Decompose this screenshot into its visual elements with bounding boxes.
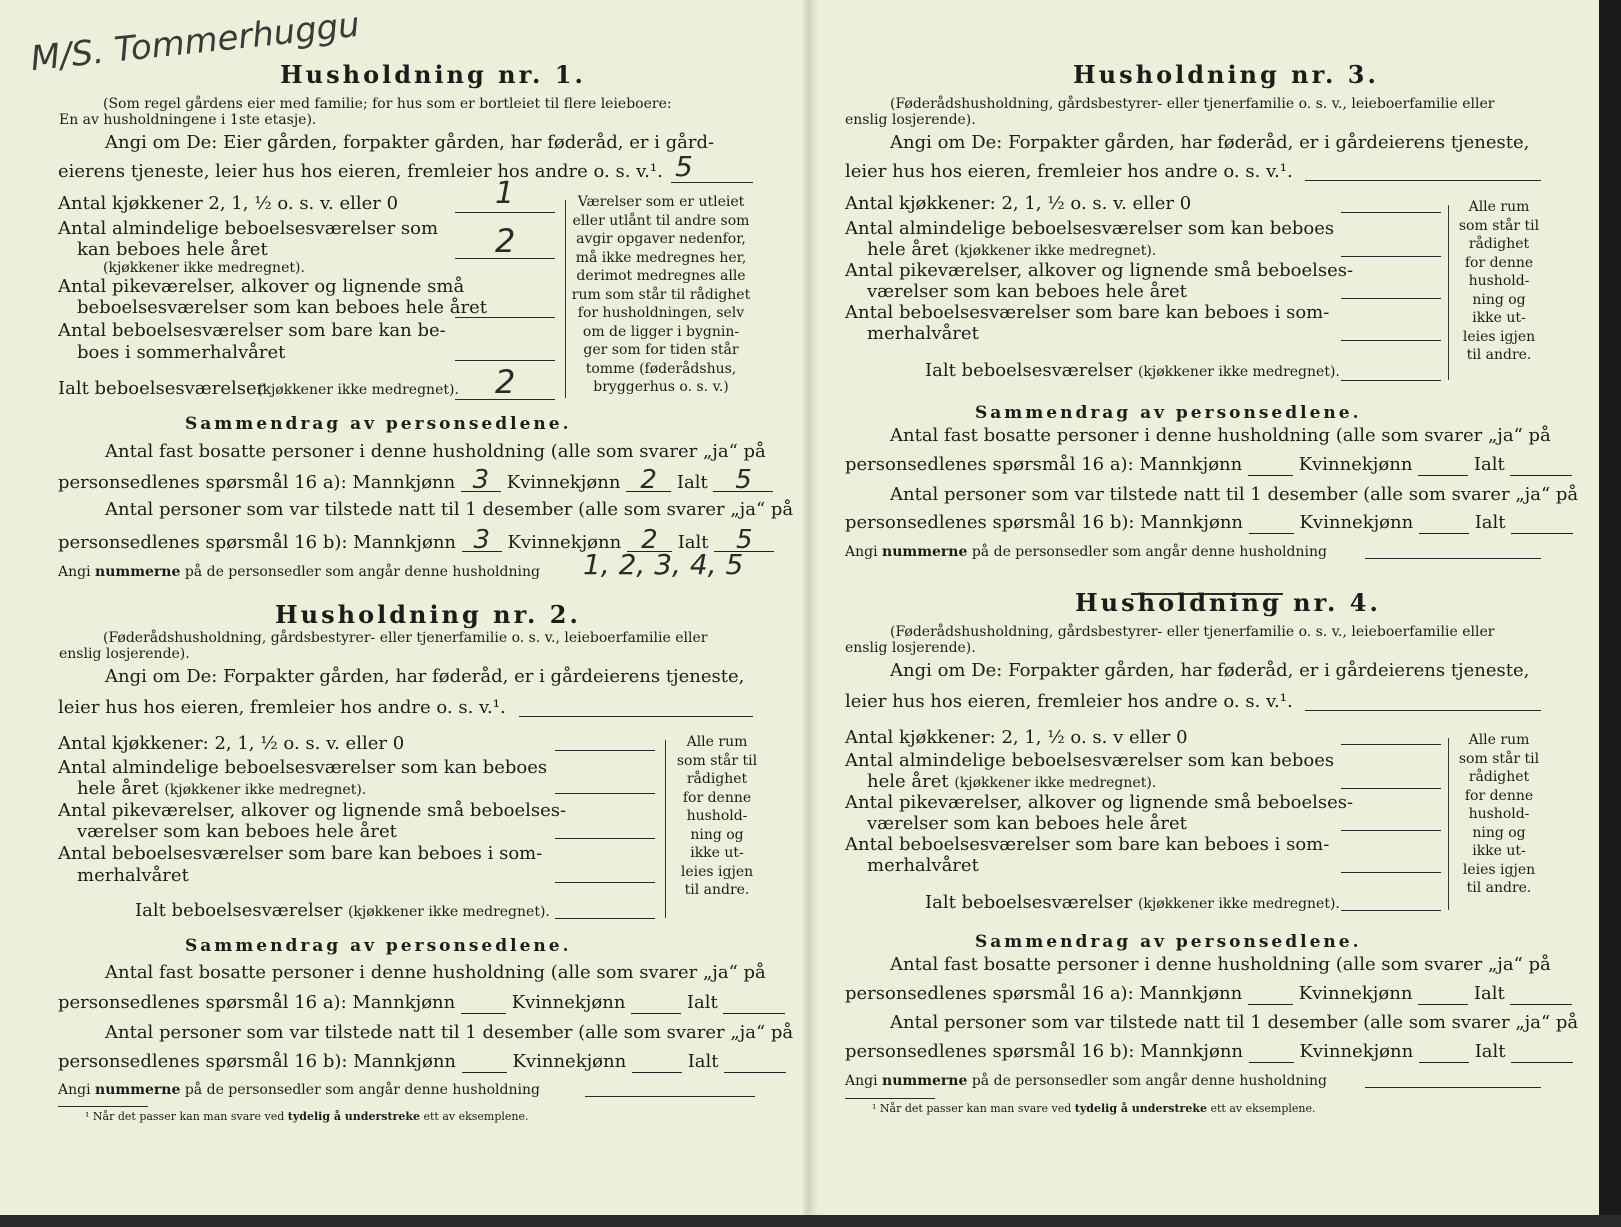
h1-kjokkener-value[interactable]: 1 <box>495 176 515 211</box>
h2-tilstede-kvinne[interactable] <box>632 1051 682 1073</box>
h1-almindelige-value[interactable]: 2 <box>495 222 516 260</box>
h3-question-b: leier hus hos eieren, fremleier hos andre o. s. v.¹. <box>845 161 1293 182</box>
h2-tilstede-ialt[interactable] <box>724 1051 786 1073</box>
h2-fast-mann[interactable] <box>461 992 506 1014</box>
h4-almindelige-label: Antal almindelige beboelsesværelser som kan beboes <box>845 750 1335 771</box>
h1-brace <box>565 200 566 398</box>
page-fold <box>803 0 817 1227</box>
h4-title: Husholdning nr. 4. <box>1075 588 1381 617</box>
h2-pike-label-b: værelser som kan beboes hele året <box>77 821 397 842</box>
h2-question-b: leier hus hos eieren, fremleier hos andre o. s. v.¹. <box>58 697 506 718</box>
h4-tilstede-ialt[interactable] <box>1511 1041 1573 1063</box>
h1-fast-mann[interactable]: 3 <box>461 470 501 492</box>
h3-fast-mann[interactable] <box>1248 454 1293 476</box>
h4-tilstede-label: Antal personer som var tilstede natt til 1 desember (alle som svarer „ja“ på <box>890 1012 1579 1033</box>
h4-fast-mann[interactable] <box>1248 983 1293 1005</box>
h2-ialt-label: Ialt beboelsesværelser (kjøkkener ikke medregnet). <box>135 900 550 921</box>
h3-nummere-label: Angi nummerne på de personsedler som angår denne husholdning <box>845 544 1327 560</box>
h4-fast-kvinne[interactable] <box>1418 983 1468 1005</box>
h4-question-a: Angi om De: Forpakter gården, har føderåd, er i gårdeierens tjeneste, <box>890 660 1530 681</box>
h3-pike-label-b: værelser som kan beboes hele året <box>867 281 1187 302</box>
h3-fast-ialt[interactable] <box>1510 454 1572 476</box>
h3-tilstede-ialt[interactable] <box>1511 512 1573 534</box>
h3-tilstede-kvinne[interactable] <box>1419 512 1469 534</box>
h1-ialt-label: Ialt beboelsesværelser <box>58 378 266 399</box>
h1-ialt-value[interactable]: 2 <box>495 363 516 401</box>
h2-nummere-label: Angi nummerne på de personsedler som angår denne husholdning <box>58 1082 540 1098</box>
h2-note: (Føderådshusholdning, gårdsbestyrer- eller tjenerfamilie o. s. v., leieboerfamilie eller <box>103 630 708 646</box>
h4-note-b: enslig losjerende). <box>845 640 976 656</box>
h2-note-b: enslig losjerende). <box>59 646 190 662</box>
h4-pike-label-b: værelser som kan beboes hele året <box>867 813 1187 834</box>
h4-fast-label: Antal fast bosatte personer i denne husholdning (alle som svarer „ja“ på <box>890 954 1551 975</box>
h1-fast-ialt[interactable]: 5 <box>713 470 773 492</box>
h1-pike-label-b: beboelsesværelser som kan beboes hele året <box>77 297 487 318</box>
left-page <box>55 0 794 1210</box>
h2-almindelige-label: Antal almindelige beboelsesværelser som kan beboes <box>58 757 548 778</box>
h2-pike-label: Antal pikeværelser, alkover og lignende små beboelses- <box>58 800 567 821</box>
h1-note: (Som regel gårdens eier med familie; for hus som er bortleiet til flere leieboere: <box>103 96 672 112</box>
h4-fast-label-b: personsedlenes spørsmål 16 a): Mannkjønn Kvinnekjønn Ialt <box>845 983 1572 1005</box>
h4-note: (Føderådshusholdning, gårdsbestyrer- eller tjenerfamilie o. s. v., leieboerfamilie eller <box>890 624 1495 640</box>
h4-sommer-label: Antal beboelsesværelser som bare kan beboes i som- <box>845 834 1330 855</box>
h1-title: Husholdning nr. 1. <box>280 60 586 89</box>
h1-fast-label-b: personsedlenes spørsmål 16 a): Mannkjønn 3 Kvinnekjønn 2 Ialt 5 <box>58 470 773 493</box>
h3-sommer-label: Antal beboelsesværelser som bare kan beboes i som- <box>845 302 1330 323</box>
h1-pike-label: Antal pikeværelser, alkover og lignende små <box>58 276 465 297</box>
scan-edge-bottom <box>0 1215 1621 1227</box>
h4-fast-ialt[interactable] <box>1510 983 1572 1005</box>
h4-tilstede-label-b: personsedlenes spørsmål 16 b): Mannkjønn Kvinnekjønn Ialt <box>845 1041 1573 1063</box>
h1-tilstede-ialt[interactable]: 5 <box>714 530 774 552</box>
h1-note-b: En av husholdningene i 1ste etasje). <box>59 112 317 128</box>
h3-ialt-label: Ialt beboelsesværelser (kjøkkener ikke medregnet). <box>925 360 1340 381</box>
h1-nummere-value[interactable]: 1, 2, 3, 4, 5 <box>583 548 744 581</box>
h3-tilstede-mann[interactable] <box>1249 512 1294 534</box>
h2-almindelige-label-b: hele året (kjøkkener ikke medregnet). <box>77 778 367 799</box>
h4-question-b: leier hus hos eieren, fremleier hos andre o. s. v.¹. <box>845 691 1293 712</box>
h1-almindelige-note: (kjøkkener ikke medregnet). <box>103 260 305 276</box>
h1-tilstede-label: Antal personer som var tilstede natt til 1 desember (alle som svarer „ja“ på <box>105 499 794 520</box>
h1-tilstede-mann[interactable]: 3 <box>462 530 502 552</box>
h2-title: Husholdning nr. 2. <box>275 600 581 629</box>
h4-summary-title: Sammendrag av personsedlene. <box>975 932 1362 952</box>
h2-fast-label-b: personsedlenes spørsmål 16 a): Mannkjønn Kvinnekjønn Ialt <box>58 992 785 1014</box>
h3-sommer-label-b: merhalvåret <box>867 323 979 344</box>
h4-side-note: Alle rum som står til rådighet for denne hushold- ning og ikke ut- leies igjen til andre. <box>1458 732 1540 896</box>
h4-tilstede-kvinne[interactable] <box>1419 1041 1469 1063</box>
h3-summary-title: Sammendrag av personsedlene. <box>975 403 1362 423</box>
h4-almindelige-label-b: hele året (kjøkkener ikke medregnet). <box>867 771 1157 792</box>
h2-sommer-label: Antal beboelsesværelser som bare kan beboes i som- <box>58 843 543 864</box>
h2-summary-title: Sammendrag av personsedlene. <box>185 936 572 956</box>
h3-note: (Føderådshusholdning, gårdsbestyrer- eller tjenerfamilie o. s. v., leieboerfamilie eller <box>890 96 1495 112</box>
h3-note-b: enslig losjerende). <box>845 112 976 128</box>
h2-kjokkener-label: Antal kjøkkener: 2, 1, ½ o. s. v. eller 0 <box>58 733 405 754</box>
h2-tilstede-label-b: personsedlenes spørsmål 16 b): Mannkjønn Kvinnekjønn Ialt <box>58 1051 786 1073</box>
h3-kjokkener-label: Antal kjøkkener: 2, 1, ½ o. s. v. eller 0 <box>845 193 1192 214</box>
h1-question-b: eierens tjeneste, leier hus hos eieren, fremleier hos andre o. s. v.¹. <box>58 161 663 182</box>
h2-footnote: ¹ Når det passer kan man svare ved tydelig å understreke ett av eksemplene. <box>85 1110 529 1123</box>
h4-kjokkener-label: Antal kjøkkener: 2, 1, ½ o. s. v eller 0 <box>845 727 1188 748</box>
h4-footnote: ¹ Når det passer kan man svare ved tydelig å understreke ett av eksemplene. <box>872 1102 1316 1115</box>
h2-fast-label: Antal fast bosatte personer i denne husholdning (alle som svarer „ja“ på <box>105 962 766 983</box>
h3-almindelige-label-b: hele året (kjøkkener ikke medregnet). <box>867 239 1157 260</box>
h1-answer-q1[interactable]: 5 <box>675 150 693 183</box>
handwritten-note: M/S. Tommerhuggu <box>28 4 362 80</box>
scan-edge <box>1599 0 1621 1227</box>
h4-nummere-label: Angi nummerne på de personsedler som angår denne husholdning <box>845 1073 1327 1089</box>
h1-side-note: Værelser som er utleiet eller utlånt til andre som avgir opgaver nedenfor, må ikke medregnes her, derimot medregnes alle rum som står til rådighet for husholdningen, selv om de ligger i bygnin- ger som for tiden står tomme (føderådshus, bryggerhus o. s. v.) <box>571 194 751 395</box>
h2-tilstede-label: Antal personer som var tilstede natt til 1 desember (alle som svarer „ja“ på <box>105 1022 794 1043</box>
h1-summary-title: Sammendrag av personsedlene. <box>185 414 572 434</box>
h1-fast-label: Antal fast bosatte personer i denne husholdning (alle som svarer „ja“ på <box>105 441 766 462</box>
h2-side-note: Alle rum som står til rådighet for denne hushold- ning og ikke ut- leies igjen til andre. <box>676 734 758 898</box>
h4-pike-label: Antal pikeværelser, alkover og lignende små beboelses- <box>845 792 1354 813</box>
h3-almindelige-label: Antal almindelige beboelsesværelser som kan beboes <box>845 218 1335 239</box>
h4-tilstede-mann[interactable] <box>1249 1041 1294 1063</box>
h3-fast-label-b: personsedlenes spørsmål 16 a): Mannkjønn Kvinnekjønn Ialt <box>845 454 1572 476</box>
h1-tilstede-kvinne[interactable]: 2 <box>627 530 672 552</box>
h2-question-a: Angi om De: Forpakter gården, har føderåd, er i gårdeierens tjeneste, <box>105 666 745 687</box>
h2-sommer-label-b: merhalvåret <box>77 865 189 886</box>
h1-fast-kvinne[interactable]: 2 <box>626 470 671 492</box>
h1-question-a: Angi om De: Eier gården, forpakter gården, har føderåd, er i gård- <box>105 132 715 153</box>
h1-sommer-label-b: boes i sommerhalvåret <box>77 342 286 363</box>
h2-brace <box>665 740 666 918</box>
h2-tilstede-mann[interactable] <box>462 1051 507 1073</box>
h3-pike-label: Antal pikeværelser, alkover og lignende små beboelses- <box>845 260 1354 281</box>
h3-tilstede-label-b: personsedlenes spørsmål 16 b): Mannkjønn Kvinnekjønn Ialt <box>845 512 1573 534</box>
h3-fast-label: Antal fast bosatte personer i denne husholdning (alle som svarer „ja“ på <box>890 425 1551 446</box>
h3-title: Husholdning nr. 3. <box>1073 60 1379 89</box>
h1-tilstede-label-b: personsedlenes spørsmål 16 b): Mannkjønn 3 Kvinnekjønn 2 Ialt 5 <box>58 530 774 553</box>
h1-nummere-label: Angi nummerne på de personsedler som angår denne husholdning <box>58 564 540 580</box>
h4-sommer-label-b: merhalvåret <box>867 855 979 876</box>
h1-almindelige-label-b: kan beboes hele året <box>77 239 268 260</box>
h3-tilstede-label: Antal personer som var tilstede natt til 1 desember (alle som svarer „ja“ på <box>890 484 1579 505</box>
h3-fast-kvinne[interactable] <box>1418 454 1468 476</box>
right-page <box>845 0 1579 1210</box>
h3-brace <box>1448 205 1449 380</box>
h2-fast-kvinne[interactable] <box>631 992 681 1014</box>
h2-fast-ialt[interactable] <box>723 992 785 1014</box>
h4-brace <box>1448 738 1449 910</box>
h1-kjokkener-label: Antal kjøkkener 2, 1, ½ o. s. v. eller 0 <box>58 193 399 214</box>
h4-ialt-label: Ialt beboelsesværelser (kjøkkener ikke medregnet). <box>925 892 1340 913</box>
h1-sommer-label: Antal beboelsesværelser som bare kan be- <box>58 320 446 341</box>
h3-side-note: Alle rum som står til rådighet for denne hushold- ning og ikke ut- leies igjen til andre. <box>1458 199 1540 363</box>
h1-ialt-note: (kjøkkener ikke medregnet). <box>257 382 459 398</box>
h1-almindelige-label: Antal almindelige beboelsesværelser som <box>58 218 439 239</box>
h3-question-a: Angi om De: Forpakter gården, har føderåd, er i gårdeierens tjeneste, <box>890 132 1530 153</box>
